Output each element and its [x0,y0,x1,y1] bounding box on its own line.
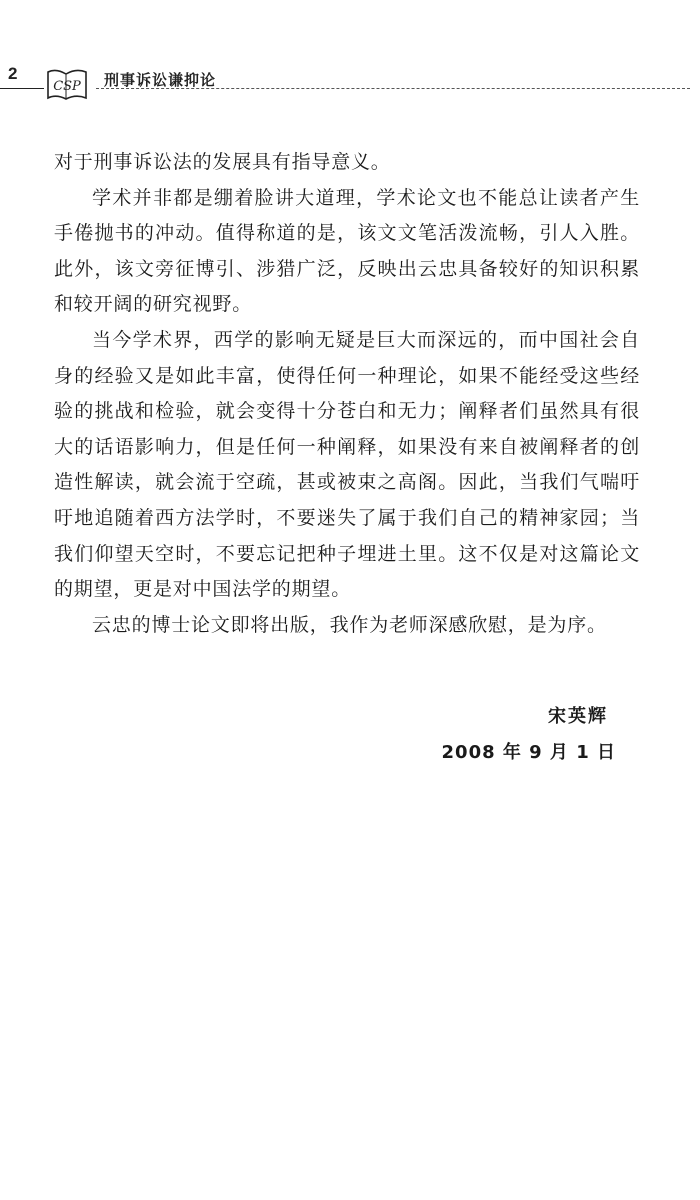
svg-text:CSP: CSP [53,79,81,94]
publisher-logo-icon [44,68,90,102]
header-rule-left [0,88,44,89]
signature-author: 宋英辉 [548,706,608,727]
page-header [0,62,700,106]
page-number: 2 [8,64,18,83]
paragraph-4: 云忠的博士论文即将出版，我作为老师深感欣慰，是为序。 [92,613,607,636]
paragraph-2: 学术并非都是绷着脸讲大道理，学术论文也不能总让读者产生手倦抛书的冲动。值得称道的是，该文文笔活泼流畅，引人入胜。此外，该文旁征博引、涉猎广泛，反映出云忠具备较好的知识积累和较开阔的研究视野。 [54,186,640,316]
paragraph-1: 对于刑事诉讼法的发展具有指导意义。 [54,151,391,173]
running-title: 刑事诉讼谦抑论 [104,71,217,89]
paragraph-3: 当今学术界，西学的影响无疑是巨大而深远的，而中国社会自身的经验又是如此丰富，使得任何一种理论，如果不能经受这些经验的挑战和检验，就会变得十分苍白和无力；阐释者们虽然具有很大的话语影响力，但是任何一种阐释，如果没有来自被阐释者的创造性解读，就会流于空疏，甚或被束之高阁。因此，当我们气喘吁吁地追随着西方法学时，不要迷失了属于我们自己的精神家园；当我们仰望天空时，不要忘记把种子埋进土里。这不仅是对这篇论文的期望，更是对中国法学的期望。 [54,328,640,601]
body-text [54,145,640,643]
signature-date: 2008 年 9 月 1 日 [441,742,616,763]
header-rule-right [96,88,690,89]
